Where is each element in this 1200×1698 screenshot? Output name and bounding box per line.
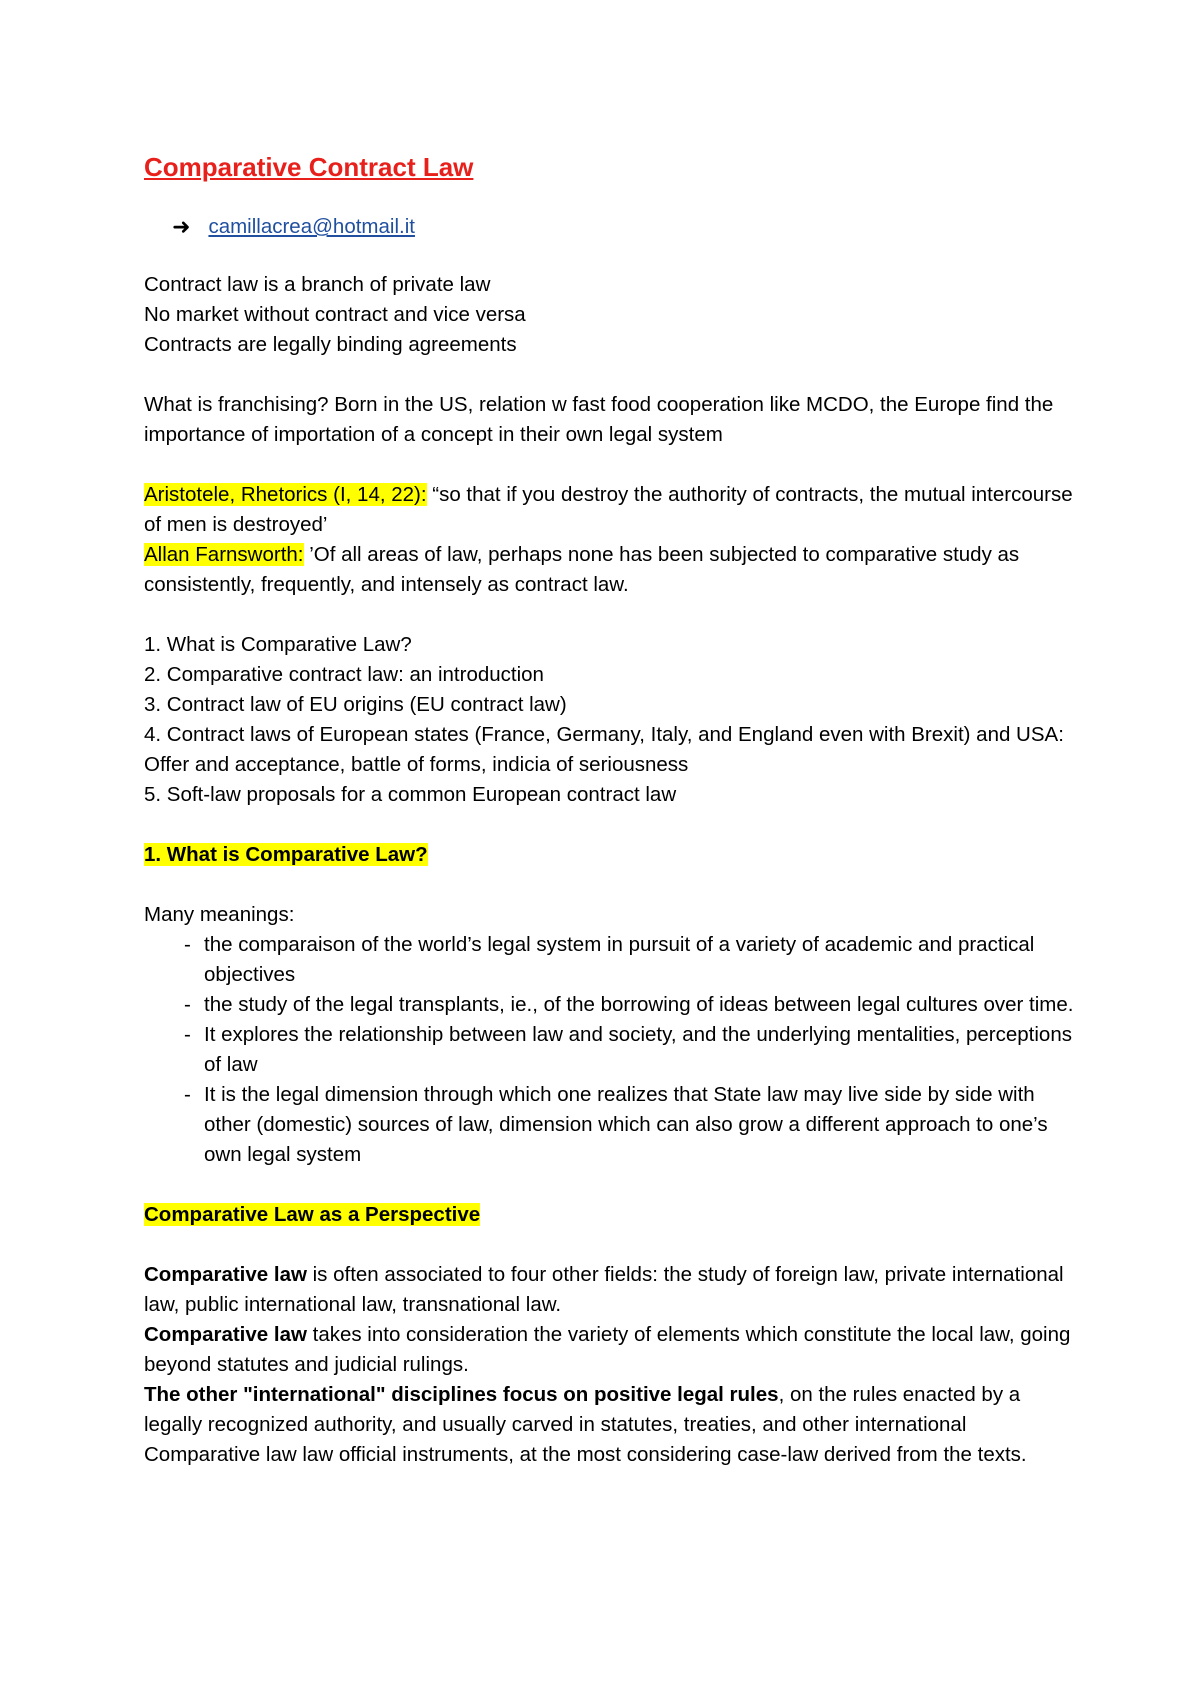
email-line: [172, 212, 1080, 242]
paragraph: Comparative law takes into consideration the variety of elements which constitute the local law, going beyond statutes and judicial rulings.: [144, 1323, 1071, 1376]
outline-item: 3. Contract law of EU origins (EU contract law): [144, 693, 567, 716]
outline-item: 4. Contract laws of European states (France, Germany, Italy, and England even with Brexit) and USA: Offer and acceptance, battle of forms, indicia of seriousness: [144, 723, 1064, 776]
quote-label: Allan Farnsworth:: [144, 543, 304, 566]
outline-item: 2. Comparative contract law: an introduction: [144, 663, 544, 686]
meanings-list: [144, 930, 1080, 1170]
quote-farnsworth: [144, 540, 1080, 600]
section1-body: [144, 900, 1080, 1170]
outline-list: [144, 630, 1080, 810]
paragraph: The other "international" disciplines focus on positive legal rules, on the rules enacted by a legally recognized authority, and usually carved in statutes, treaties, and other international Comparative law law official instruments, at the most considering case-law derived from the texts.: [144, 1383, 1027, 1466]
list-item: - the comparaison of the world’s legal system in pursuit of a variety of academic and practical objectives: [184, 933, 1035, 986]
section2-body: [144, 1260, 1080, 1470]
list-item: - It explores the relationship between law and society, and the underlying mentalities, perceptions of law: [184, 1023, 1072, 1076]
page-title: Comparative Contract Law: [144, 152, 474, 182]
quotes-block: [144, 480, 1080, 600]
section1-heading-block: [144, 840, 1080, 870]
section-heading: 1. What is Comparative Law?: [144, 843, 428, 866]
list-item: - the study of the legal transplants, ie., of the borrowing of ideas between legal cultures over time.: [184, 993, 1074, 1016]
quote-label: Aristotele, Rhetorics (I, 14, 22):: [144, 483, 427, 506]
section-lead: Many meanings:: [144, 903, 295, 926]
quote-text: ’Of all areas of law, perhaps none has been subjected to comparative study as consistently, frequently, and intensely as contract law.: [144, 543, 1020, 596]
paragraph: Comparative law is often associated to four other fields: the study of foreign law, private international law, public international law, transnational law.: [144, 1263, 1064, 1316]
section2-heading-block: [144, 1200, 1080, 1230]
franchising-paragraph: What is franchising? Born in the US, relation w fast food cooperation like MCDO, the Europe find the importance of importation of a concept in their own legal system: [144, 393, 1054, 446]
section-heading: Comparative Law as a Perspective: [144, 1203, 481, 1226]
list-item: - It is the legal dimension through which one realizes that State law may live side by side with other (domestic) sources of law, dimension which can also grow a different approach to one’s own legal system: [184, 1083, 1048, 1166]
quote-aristotle: [144, 480, 1080, 540]
intro-line: Contract law is a branch of private law: [144, 273, 491, 296]
quote-text: “so that if you destroy the authority of contracts, the mutual intercourse of men is destroyed’: [144, 483, 1073, 536]
intro-line: Contracts are legally binding agreements: [144, 333, 517, 356]
email-link[interactable]: camillacrea@hotmail.it: [208, 215, 415, 238]
arrow-right-icon: ➜: [172, 214, 191, 239]
intro-block: [144, 270, 1080, 360]
intro-line: No market without contract and vice versa: [144, 303, 526, 326]
outline-item: 1. What is Comparative Law?: [144, 633, 412, 656]
outline-item: 5. Soft-law proposals for a common European contract law: [144, 783, 677, 806]
